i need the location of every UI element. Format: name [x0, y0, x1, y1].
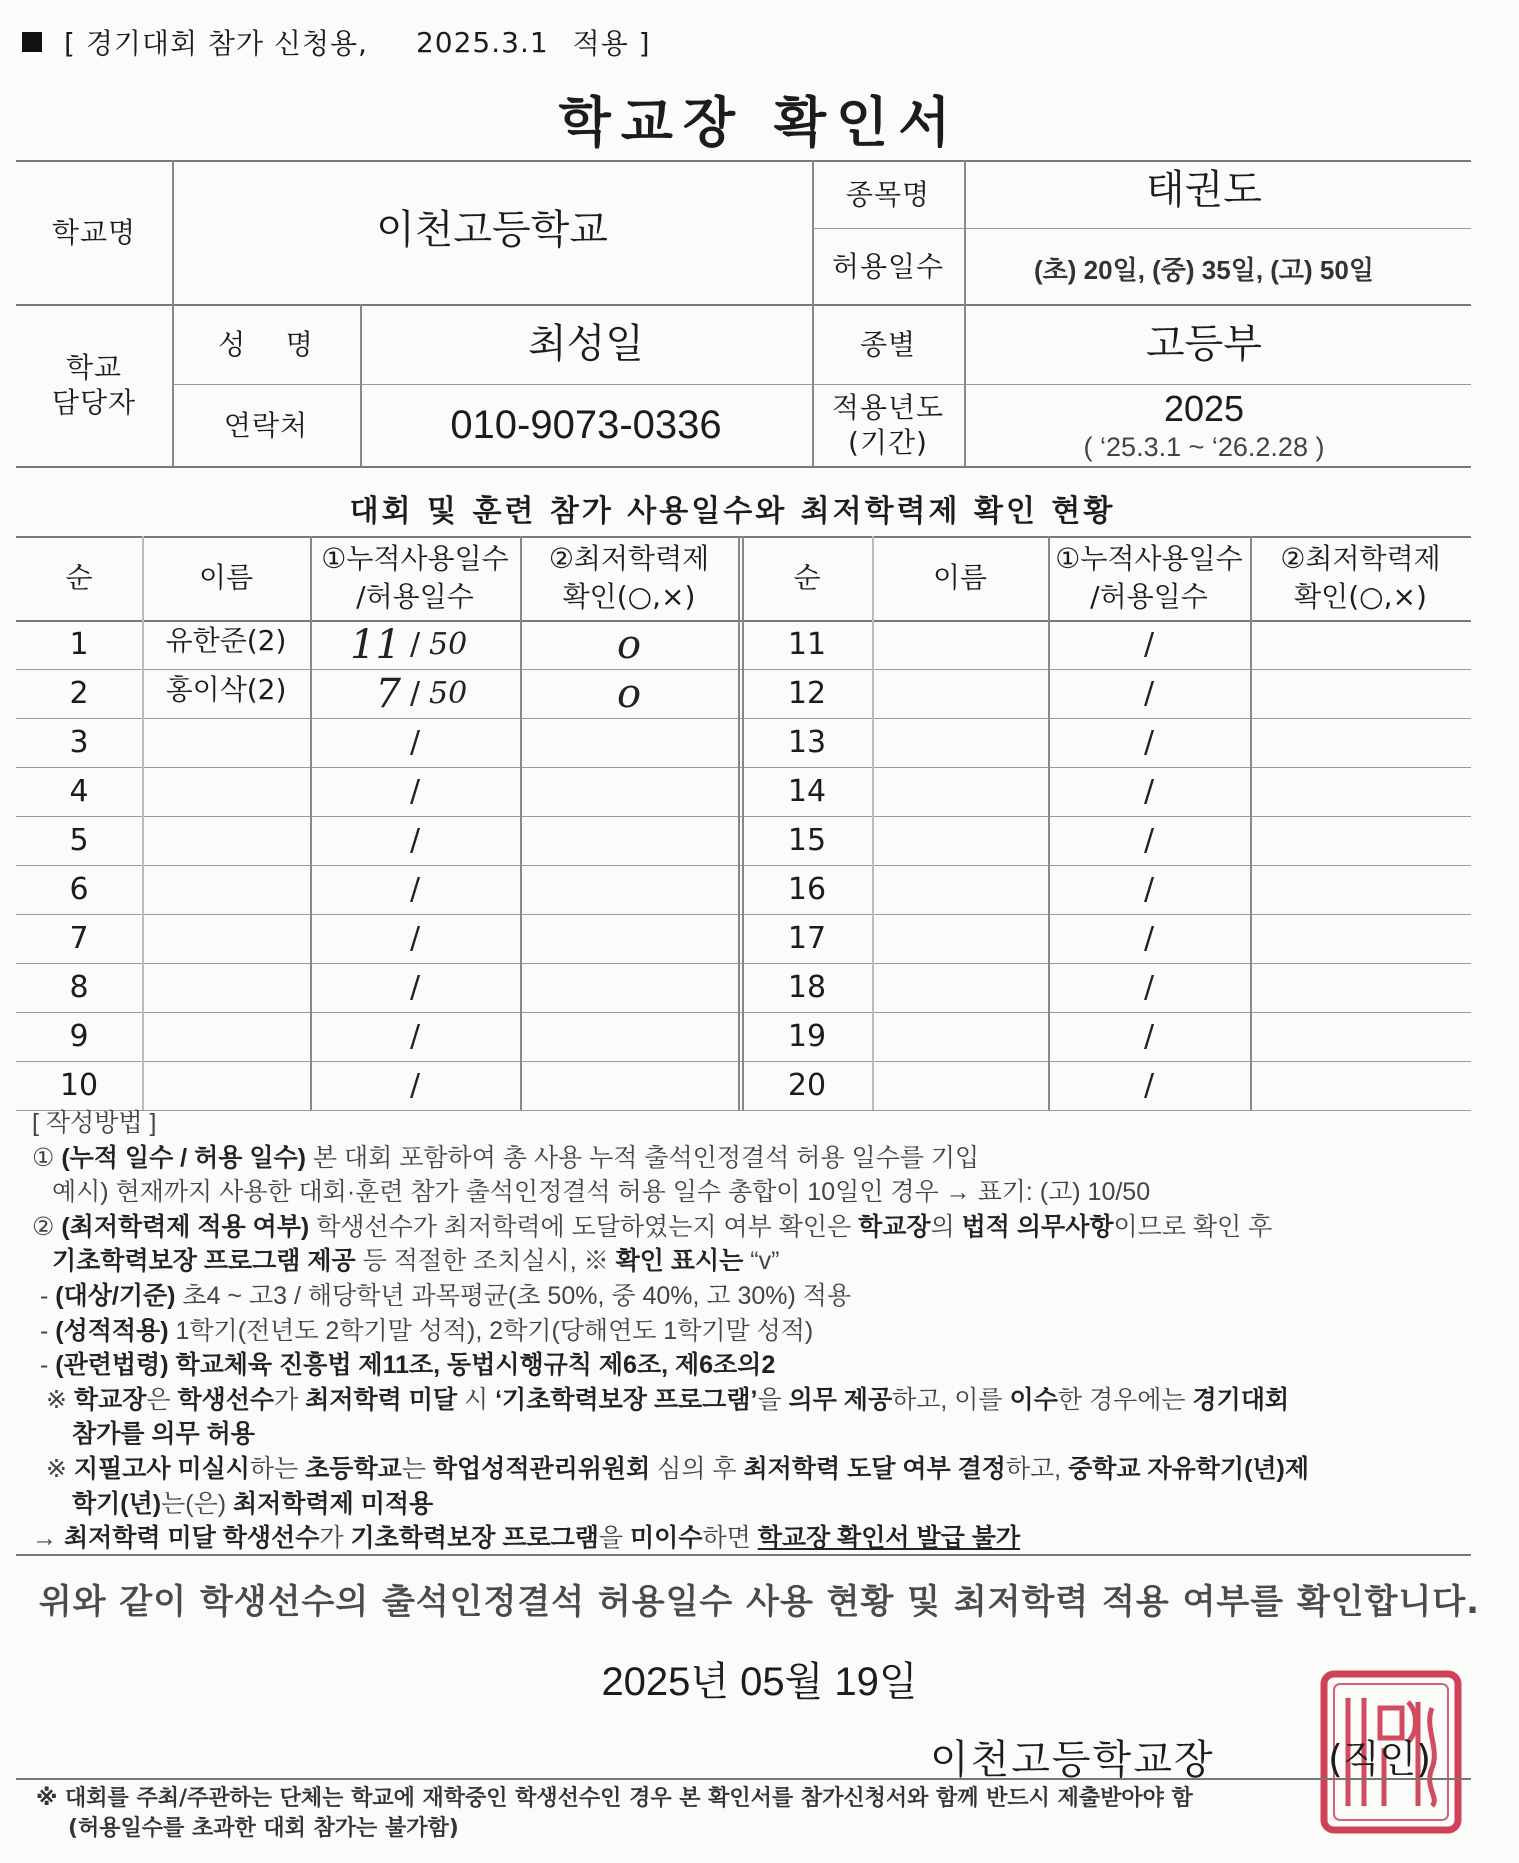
text: ※ [46, 1454, 74, 1483]
manager-name: 최성일 [528, 321, 644, 367]
footer-note [36, 1784, 1476, 1844]
athlete-name [142, 1057, 310, 1106]
min-academic-check [1250, 620, 1471, 669]
used-days [310, 1012, 401, 1061]
athlete-name [142, 959, 310, 1008]
row-number: 8 [69, 969, 89, 1005]
text: 초등학교 [305, 1454, 402, 1483]
footer-line-1: ※ 대회를 주최/주관하는 단체는 학교에 재학중인 학생선수인 경우 본 확인서를 참가신청서와 함께 반드시 제출받아야 함 [36, 1786, 1193, 1811]
text: 의무 제공 [788, 1385, 893, 1414]
row-number: 10 [59, 1067, 99, 1103]
used-days: 7 [375, 670, 401, 717]
contact-value: 010-9073-0336 [450, 403, 722, 447]
days-separator: / [1143, 675, 1155, 711]
text: 최저학력 미달 [305, 1385, 458, 1414]
used-days [310, 1061, 401, 1110]
text: (성적적용) [55, 1316, 169, 1345]
guide-line-9 [32, 1417, 1472, 1452]
principal-name: 이천고등학교장 [930, 1737, 1215, 1783]
allowed-days [1163, 1012, 1250, 1061]
row-number: 2 [69, 675, 89, 711]
year-block [964, 384, 1444, 466]
text: 등 적절한 조치실시, ※ [355, 1247, 616, 1276]
allowed-days [429, 816, 520, 865]
athlete-name [872, 812, 1048, 861]
allowed-days [1163, 669, 1250, 718]
used-days [1048, 816, 1135, 865]
division-label: 종별 [859, 327, 917, 361]
row-number: 9 [69, 1018, 89, 1054]
text: 시 [457, 1385, 496, 1414]
status-heading: 대회 및 훈련 참가 사용일수와 최저학력제 확인 현황 [349, 494, 1116, 529]
row-number: 1 [69, 626, 89, 662]
athlete-name [142, 763, 310, 812]
year-period: ( ‘25.3.1 ~ ‘26.2.28 ) [1083, 431, 1325, 462]
guide-line-1 [32, 1141, 1472, 1176]
text: 중학교 자유학기(년)제 [1068, 1454, 1310, 1483]
manager-name-label: 성 명 [218, 327, 314, 361]
text: 이므로 확인 후 [1113, 1212, 1273, 1241]
text: 하면 [702, 1524, 758, 1553]
days-separator: / [409, 822, 421, 858]
guide-line-10 [32, 1452, 1472, 1487]
col-header-days: ①누적사용일수 /허용일수 [1055, 542, 1243, 613]
days-separator: / [1143, 1018, 1155, 1054]
allowed-days [429, 1061, 520, 1110]
text: 이수 [1009, 1385, 1058, 1414]
guide-line-4 [32, 1244, 1472, 1279]
row-number: 18 [787, 969, 827, 1005]
year-label: 적용년도 (기간) [831, 391, 945, 459]
text: 가 [319, 1524, 351, 1553]
text: 가 [274, 1385, 306, 1414]
text: 기초학력보장 프로그램 제공 [52, 1247, 356, 1276]
used-days [310, 718, 401, 767]
allowed-days [1163, 620, 1250, 669]
athlete-name [872, 910, 1048, 959]
text: 을 [757, 1385, 789, 1414]
text: 미이수 [630, 1524, 703, 1553]
text: - [40, 1281, 56, 1310]
allowed-days: 50 [429, 675, 468, 711]
days-separator: / [1143, 920, 1155, 956]
guide-line-3 [32, 1210, 1472, 1245]
row-number: 12 [787, 675, 827, 711]
issue-date: 2025년 05월 19일 [601, 1660, 918, 1704]
text: 경기대회 [1192, 1385, 1290, 1414]
days-separator: / [409, 626, 421, 662]
text: 의 [930, 1212, 962, 1241]
min-academic-check [520, 914, 738, 963]
info-bottom-rule [16, 466, 1471, 468]
text: - [40, 1351, 56, 1380]
text: (최저학력제 적용 여부) [61, 1212, 310, 1241]
allowed-days [429, 767, 520, 816]
text: ※ [46, 1385, 74, 1414]
form-purpose: [ 경기대회 참가 신청용, [64, 27, 368, 60]
used-days [1048, 620, 1135, 669]
days-separator: / [1143, 626, 1155, 662]
allowed-days: 50 [429, 626, 468, 662]
school-name-label: 학교명 [51, 215, 137, 249]
used-days [1048, 1012, 1135, 1061]
days-separator: / [409, 724, 421, 760]
col-header-days: ①누적사용일수 /허용일수 [321, 542, 509, 613]
allowed-days [1163, 816, 1250, 865]
min-academic-check [520, 1061, 738, 1110]
guide-heading: [ 작성방법 ] [32, 1109, 157, 1137]
athlete-name [142, 1008, 310, 1057]
form-purpose-line [22, 22, 651, 62]
allowed-days [1163, 914, 1250, 963]
guide-line-5 [32, 1279, 1472, 1314]
row-number: 4 [69, 773, 89, 809]
min-academic-check: o [616, 621, 642, 668]
contact-label: 연락처 [223, 408, 309, 442]
col-header-name: 이름 [198, 561, 254, 595]
used-days [310, 816, 401, 865]
text: 심의 후 [650, 1454, 744, 1483]
guide-line-7 [32, 1348, 1472, 1383]
text: 참가를 의무 허용 [72, 1420, 255, 1449]
allowed-days [429, 963, 520, 1012]
confirmation-statement: 위와 같이 학생선수의 출석인정결석 허용일수 사용 현황 및 최저학력 적용 여부를 확인합니다. [38, 1582, 1481, 1622]
text: 하고, 이를 [892, 1385, 1010, 1414]
text: ② [32, 1212, 62, 1241]
text: (대상/기준) [55, 1281, 176, 1310]
row-number: 16 [787, 871, 827, 907]
text: 기초학력보장 프로그램 [350, 1524, 599, 1553]
text: 을 [598, 1524, 631, 1553]
used-days [1048, 718, 1135, 767]
athlete-name [872, 959, 1048, 1008]
used-days [1048, 1061, 1135, 1110]
allowed-days [1163, 963, 1250, 1012]
days-separator: / [1143, 724, 1155, 760]
days-separator: / [409, 675, 421, 711]
text: 학생선수 [177, 1385, 275, 1414]
col-header-number: 순 [65, 561, 93, 595]
text: 하고, [1005, 1454, 1069, 1483]
row-number: 20 [787, 1067, 827, 1103]
guide-line-8 [32, 1383, 1472, 1418]
effective-date: 2025.3.1 [415, 25, 549, 59]
allowed-days [1163, 718, 1250, 767]
square-bullet-icon [22, 32, 42, 52]
used-days [310, 767, 401, 816]
row-number: 5 [69, 822, 89, 858]
allowed-days-value: (초) 20일, (중) 35일, (고) 50일 [1034, 254, 1374, 285]
days-separator: / [1143, 969, 1155, 1005]
text: 는 [401, 1454, 433, 1483]
text: 최저학력제 미적용 [233, 1489, 434, 1518]
table-column-rule [738, 536, 740, 1110]
days-separator: / [1143, 822, 1155, 858]
days-separator: / [409, 773, 421, 809]
athlete-name [142, 812, 310, 861]
col-header-name: 이름 [932, 561, 988, 595]
allowed-days [429, 718, 520, 767]
allowed-days [429, 914, 520, 963]
text: 학업성적관리위원회 [432, 1454, 651, 1483]
text: 1학기(전년도 2학기말 성적), 2학기(당해연도 1학기말 성적) [168, 1316, 814, 1345]
athlete-name [872, 1008, 1048, 1057]
row-number: 3 [69, 724, 89, 760]
footer-line-2: (허용일수를 초과한 대회 참가는 불가함) [68, 1816, 459, 1841]
row-number: 14 [787, 773, 827, 809]
col-header-check: ②최저학력제 확인(○,×) [548, 542, 710, 613]
writing-guide [32, 1106, 1472, 1556]
text: 확인 표시는 [615, 1247, 744, 1276]
text: 학교장 확인서 발급 불가 [757, 1524, 1021, 1553]
athlete-name [142, 714, 310, 763]
text: 법적 의무사항 [961, 1212, 1114, 1241]
athlete-name [872, 714, 1048, 763]
row-number: 7 [69, 920, 89, 956]
athlete-name [872, 1057, 1048, 1106]
allowed-days [1163, 865, 1250, 914]
min-academic-check [1250, 1012, 1471, 1061]
allowed-days [1163, 767, 1250, 816]
text: 학교장 [858, 1212, 931, 1241]
min-academic-check [520, 816, 738, 865]
guide-line-6 [32, 1314, 1472, 1349]
text: ① [32, 1143, 62, 1172]
row-number: 6 [69, 871, 89, 907]
text: 하는 [249, 1454, 306, 1483]
sport-value: 태권도 [1146, 167, 1262, 213]
col-header-number: 순 [793, 561, 821, 595]
guide-line-12 [32, 1521, 1472, 1556]
used-days [1048, 669, 1135, 718]
days-separator: / [409, 1067, 421, 1103]
footer-rule [16, 1778, 1471, 1780]
text: 학교장 [73, 1385, 147, 1414]
used-days [310, 914, 401, 963]
guide-line-2: 예시) 현재까지 사용한 대회·훈련 참가 출석인정결석 허용 일수 총합이 10일인 경우 → 표기: (고) 10/50 [52, 1178, 1151, 1207]
col-header-check: ②최저학력제 확인(○,×) [1280, 542, 1441, 613]
min-academic-check [1250, 1061, 1471, 1110]
text: “v” [743, 1247, 780, 1276]
min-academic-check [520, 718, 738, 767]
min-academic-check [1250, 767, 1471, 816]
sport-label: 종목명 [845, 177, 931, 211]
athlete-name [872, 616, 1048, 665]
min-academic-check: o [616, 670, 642, 717]
text: 초4 ~ 고3 / 해당학년 과목평균(초 50%, 중 40%, 고 30%) 적용 [175, 1281, 852, 1310]
row-number: 19 [787, 1018, 827, 1054]
text: 은 [146, 1385, 178, 1414]
text: 최저학력 미달 학생선수 [63, 1524, 320, 1553]
min-academic-check [520, 963, 738, 1012]
row-number: 15 [787, 822, 827, 858]
min-academic-check [520, 1012, 738, 1061]
min-academic-check [1250, 963, 1471, 1012]
text: ‘기초학력보장 프로그램’ [495, 1385, 758, 1414]
text: 학기(년) [72, 1489, 162, 1518]
used-days [1048, 914, 1135, 963]
used-days [310, 963, 401, 1012]
page-title: 학교장 확인서 [558, 91, 961, 154]
guide-bottom-rule [16, 1554, 1471, 1556]
min-academic-check [1250, 816, 1471, 865]
min-academic-check [520, 865, 738, 914]
athlete-name [872, 763, 1048, 812]
min-academic-check [1250, 718, 1471, 767]
row-number: 11 [787, 626, 827, 662]
school-name: 이천고등학교 [376, 207, 608, 253]
manager-label: 학교 담당자 [51, 351, 137, 419]
text: 최저학력 도달 여부 결정 [743, 1454, 1006, 1483]
used-days [1048, 767, 1135, 816]
used-days [1048, 865, 1135, 914]
allowed-days [429, 1012, 520, 1061]
text: 는(은) [161, 1489, 234, 1518]
allowed-days-label: 허용일수 [831, 249, 945, 283]
division-value: 고등부 [1146, 321, 1262, 367]
text: - [40, 1316, 56, 1345]
athlete-name [142, 910, 310, 959]
days-separator: / [1143, 773, 1155, 809]
year-value: 2025 [1163, 387, 1245, 429]
seal-label: (직인) [1328, 1737, 1432, 1781]
text: → [32, 1524, 64, 1553]
athlete-name [872, 861, 1048, 910]
min-academic-check [520, 767, 738, 816]
athlete-name: 홍이삭(2) [165, 673, 287, 706]
used-days: 11 [350, 621, 401, 668]
athlete-name [142, 861, 310, 910]
days-separator: / [409, 969, 421, 1005]
days-separator: / [409, 1018, 421, 1054]
allowed-days [429, 865, 520, 914]
effective-suffix: 적용 ] [572, 27, 651, 60]
allowed-days [1163, 1061, 1250, 1110]
text: 학생선수가 최저학력에 도달하였는지 여부 확인은 [309, 1212, 859, 1241]
days-separator: / [409, 871, 421, 907]
days-separator: / [409, 920, 421, 956]
text: (누적 일수 / 허용 일수) [61, 1143, 306, 1172]
athlete-name: 유한준(2) [165, 624, 287, 657]
used-days [310, 865, 401, 914]
used-days [1048, 963, 1135, 1012]
days-separator: / [1143, 1067, 1155, 1103]
row-number: 17 [787, 920, 827, 956]
guide-line-11 [32, 1487, 1472, 1522]
days-separator: / [1143, 871, 1155, 907]
text: 본 대회 포함하여 총 사용 누적 출석인정결석 허용 일수를 기입 [305, 1143, 980, 1172]
athlete-name [872, 665, 1048, 714]
min-academic-check [1250, 669, 1471, 718]
min-academic-check [1250, 865, 1471, 914]
text: (관련법령) 학교체육 진흥법 제11조, 동법시행규칙 제6조, 제6조의2 [55, 1351, 776, 1380]
min-academic-check [1250, 914, 1471, 963]
text: 한 경우에는 [1057, 1385, 1193, 1414]
row-number: 13 [787, 724, 827, 760]
text: 지필고사 미실시 [73, 1454, 250, 1483]
